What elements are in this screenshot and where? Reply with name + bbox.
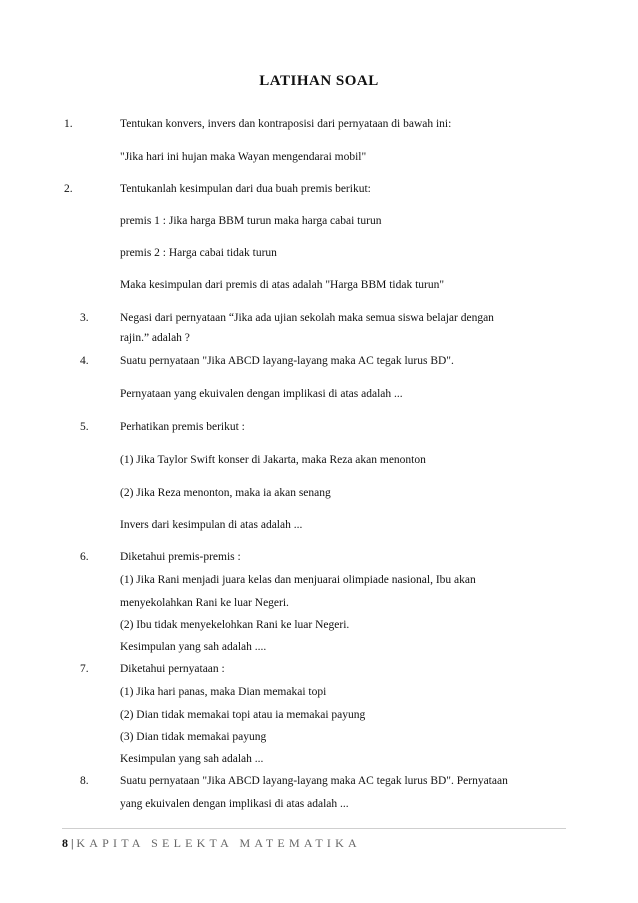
page-footer xyxy=(62,828,566,851)
book-title: KAPITA SELEKTA MATEMATIKA xyxy=(76,836,361,850)
item-line: Tentukan konvers, invers dan kontraposisi dari pernyataan di bawah ini: xyxy=(120,118,452,130)
item-line: "Jika hari ini hujan maka Wayan mengendarai mobil" xyxy=(120,151,367,163)
item-line: (2) Ibu tidak menyekelohkan Rani ke luar Negeri. xyxy=(120,619,350,631)
item-line: (1) Jika Rani menjadi juara kelas dan menjuarai olimpiade nasional, Ibu akan xyxy=(120,574,476,586)
item-number: 4. xyxy=(80,355,89,367)
page-number: 8 xyxy=(62,836,68,850)
item-number: 6. xyxy=(80,551,89,563)
item-number: 1. xyxy=(64,118,73,130)
item-line: Maka kesimpulan dari premis di atas adalah "Harga BBM tidak turun" xyxy=(120,279,445,291)
item-number: 3. xyxy=(80,312,89,324)
item-line: Diketahui premis-premis : xyxy=(120,551,241,563)
item-line: premis 1 : Jika harga BBM turun maka harga cabai turun xyxy=(120,215,382,227)
item-line: Perhatikan premis berikut : xyxy=(120,421,245,433)
page-title: LATIHAN SOAL xyxy=(259,73,379,89)
item-line: (2) Dian tidak memakai topi atau ia memakai payung xyxy=(120,709,366,721)
item-line: menyekolahkan Rani ke luar Negeri. xyxy=(120,597,289,609)
item-line: Pernyataan yang ekuivalen dengan implikasi di atas adalah ... xyxy=(120,388,403,400)
item-line: yang ekuivalen dengan implikasi di atas adalah ... xyxy=(120,798,349,810)
item-line: (2) Jika Reza menonton, maka ia akan senang xyxy=(120,487,331,499)
item-line: (3) Dian tidak memakai payung xyxy=(120,731,267,743)
item-line: Kesimpulan yang sah adalah ... xyxy=(120,753,264,765)
item-number: 8. xyxy=(80,775,89,787)
item-number: 7. xyxy=(80,663,89,675)
item-line: Kesimpulan yang sah adalah .... xyxy=(120,641,267,653)
item-line: premis 2 : Harga cabai tidak turun xyxy=(120,247,277,259)
footer-separator: | xyxy=(71,836,74,850)
item-line: Suatu pernyataan "Jika ABCD layang-layang maka AC tegak lurus BD". xyxy=(120,355,454,367)
item-line: Invers dari kesimpulan di atas adalah ... xyxy=(120,519,303,531)
item-line: (1) Jika hari panas, maka Dian memakai topi xyxy=(120,686,327,698)
item-line: (1) Jika Taylor Swift konser di Jakarta, maka Reza akan menonton xyxy=(120,454,426,466)
item-line: Negasi dari pernyataan “Jika ada ujian sekolah maka semua siswa belajar dengan xyxy=(120,312,494,324)
item-line: Tentukanlah kesimpulan dari dua buah premis berikut: xyxy=(120,183,371,195)
item-number: 5. xyxy=(80,421,89,433)
item-line: Suatu pernyataan "Jika ABCD layang-layang maka AC tegak lurus BD". Pernyataan xyxy=(120,775,508,787)
item-line: rajin.” adalah ? xyxy=(120,332,190,344)
item-number: 2. xyxy=(64,183,73,195)
item-line: Diketahui pernyataan : xyxy=(120,663,225,675)
